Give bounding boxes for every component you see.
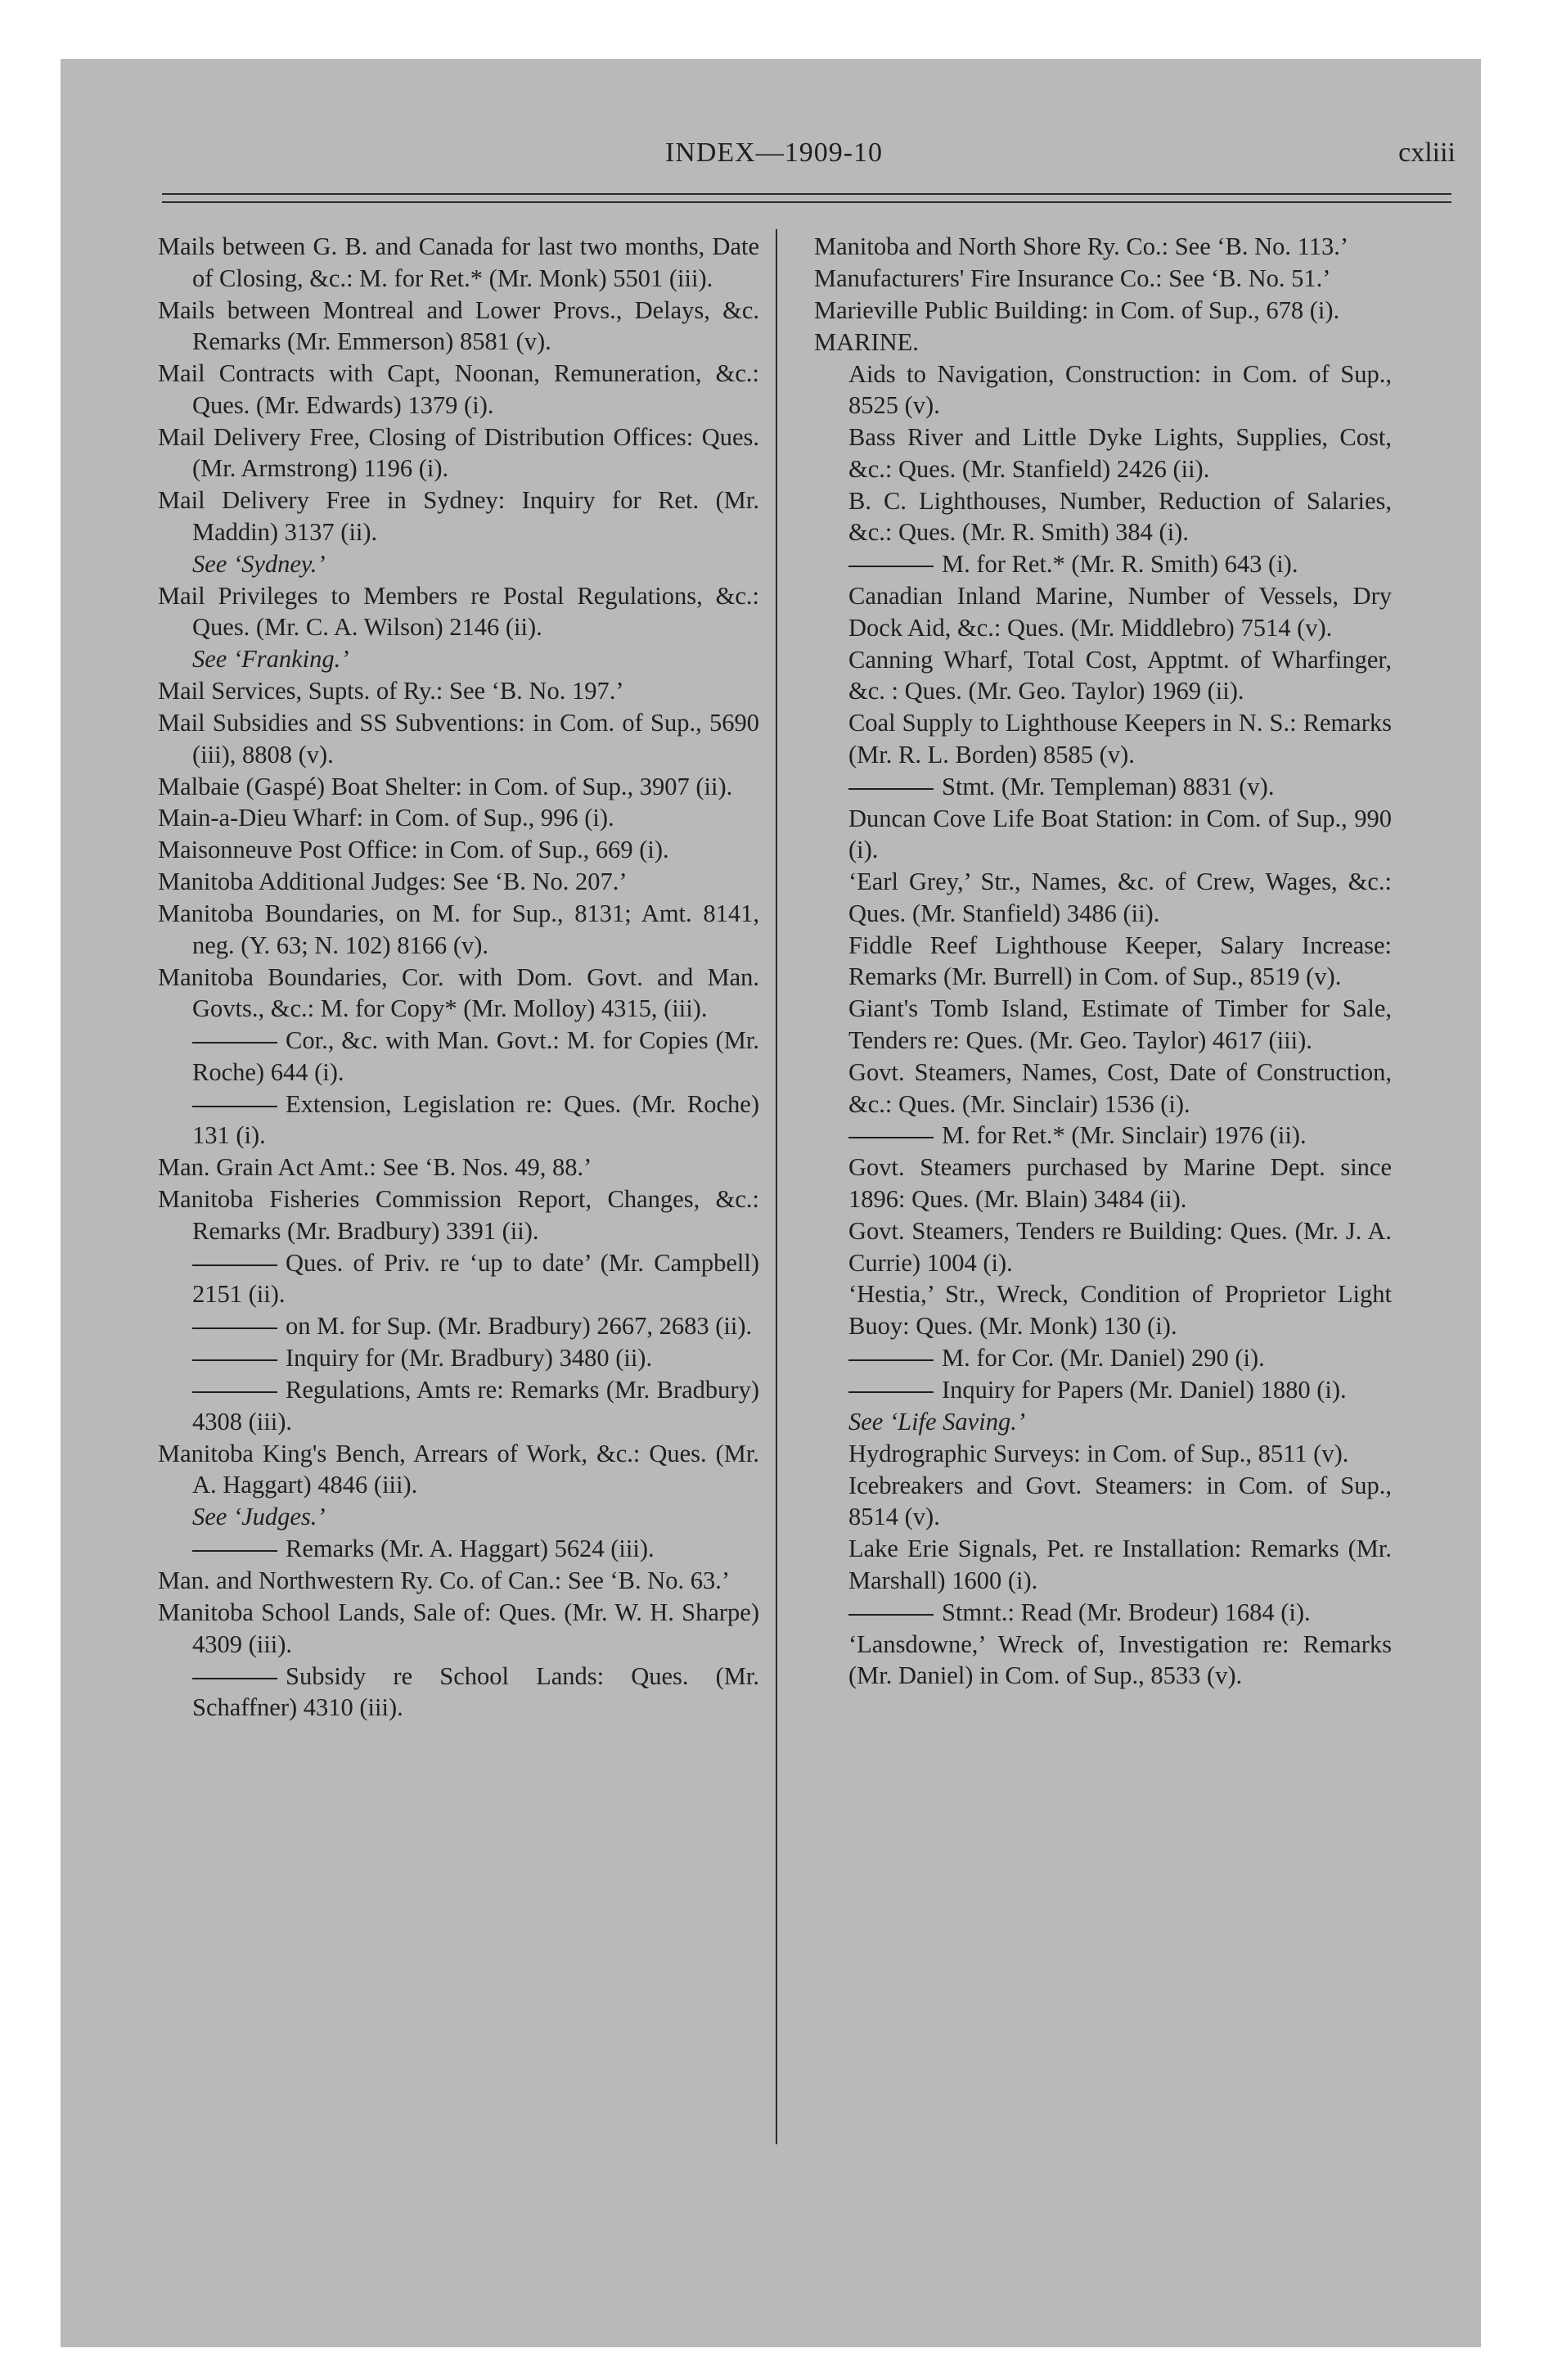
- index-entry: [814, 1057, 1392, 1120]
- index-entry: [158, 1533, 759, 1565]
- ditto-dash: [848, 1391, 934, 1393]
- ditto-dash: [192, 1550, 277, 1552]
- index-entry: [814, 231, 1392, 263]
- index-entry-text: Govt. Steamers, Tenders re Building: Ques. (Mr. J. A. Currie) 1004 (i).: [848, 1216, 1392, 1277]
- index-entry-text: Ques. of Priv. re ‘up to date’ (Mr. Campbell) 2151 (ii).: [192, 1248, 759, 1309]
- index-entry-text: Fiddle Reef Lighthouse Keeper, Salary Increase: Remarks (Mr. Burrell) in Com. of Sup., 8519 (v).: [848, 931, 1392, 991]
- index-entry-text: Hydrographic Surveys: in Com. of Sup., 8511 (v).: [848, 1439, 1349, 1467]
- index-entry-text: ‘Earl Grey,’ Str., Names, &c. of Crew, Wages, &c.: Ques. (Mr. Stanfield) 3486 (ii).: [848, 868, 1392, 927]
- index-entry-text: Man. Grain Act Amt.: See ‘B. Nos. 49, 88.’: [158, 1153, 592, 1182]
- index-entry: [814, 421, 1392, 485]
- index-entry: [814, 644, 1392, 707]
- index-entry-text: Govt. Steamers, Names, Cost, Date of Construction, &c.: Ques. (Mr. Sinclair) 1536 (i).: [848, 1057, 1392, 1118]
- index-entry-text: Mails between Montreal and Lower Provs., Delays, &c. Remarks (Mr. Emmerson) 8581 (v).: [158, 295, 759, 356]
- index-entry-text: Govt. Steamers purchased by Marine Dept. since 1896: Ques. (Mr. Blain) 3484 (ii).: [848, 1153, 1392, 1213]
- index-entry: [158, 358, 759, 421]
- header-rule-bottom: [162, 201, 1451, 203]
- header-rule-top: [162, 193, 1451, 195]
- index-entry: [158, 962, 759, 1025]
- index-entry-text: MARINE.: [814, 327, 919, 356]
- index-entry-text: Stmt. (Mr. Templeman) 8831 (v).: [942, 772, 1275, 800]
- index-entry-text: Subsidy re School Lands: Ques. (Mr. Schaffner) 4310 (iii).: [192, 1661, 759, 1722]
- ditto-dash: [192, 1391, 277, 1393]
- index-entry-text: Icebreakers and Govt. Steamers: in Com. of Sup., 8514 (v).: [848, 1471, 1392, 1531]
- index-entry-text: Manitoba Fisheries Commission Report, Changes, &c.: Remarks (Mr. Bradbury) 3391 (ii).: [158, 1185, 759, 1245]
- index-entry: [814, 263, 1392, 295]
- index-entry: [158, 1310, 759, 1342]
- ditto-dash: [848, 788, 934, 790]
- ditto-dash: [848, 566, 934, 567]
- ditto-dash: [192, 1042, 277, 1044]
- index-entry-text: Manitoba Boundaries, Cor. with Dom. Govt. and Man. Govts., &c.: M. for Copy* (Mr. Molloy) 4315, (iii).: [158, 962, 759, 1023]
- index-entry-text: Duncan Cove Life Boat Station: in Com. of Sup., 990 (i).: [848, 804, 1392, 864]
- index-entry-text: M. for Ret.* (Mr. Sinclair) 1976 (ii).: [942, 1121, 1307, 1150]
- index-entry: [814, 1470, 1392, 1533]
- index-entry: [158, 421, 759, 485]
- index-entry-text: Mail Subsidies and SS Subventions: in Com. of Sup., 5690 (iii), 8808 (v).: [158, 709, 759, 769]
- index-entry-text: Inquiry for Papers (Mr. Daniel) 1880 (i).: [942, 1375, 1347, 1404]
- index-entry-text: See ‘Franking.’: [192, 645, 349, 674]
- index-entry: [814, 1215, 1392, 1278]
- index-entry-text: Mail Services, Supts. of Ry.: See ‘B. No. 197.’: [158, 677, 624, 705]
- index-entry-text: Main-a-Dieu Wharf: in Com. of Sup., 996 (i).: [158, 804, 614, 832]
- index-entry-text: Malbaie (Gaspé) Boat Shelter: in Com. of Sup., 3907 (ii).: [158, 772, 733, 800]
- index-entry-text: See ‘Life Saving.’: [848, 1407, 1025, 1436]
- index-entry-text: Mails between G. B. and Canada for last two months, Date of Closing, &c.: M. for Ret.* (Mr. Monk) 5501 (iii).: [158, 232, 759, 292]
- index-entry: [158, 834, 759, 866]
- index-entry-text: See ‘Judges.’: [192, 1503, 326, 1531]
- index-entry: [158, 802, 759, 834]
- index-entry: [814, 1533, 1392, 1596]
- index-entry-text: Manitoba School Lands, Sale of: Ques. (Mr. W. H. Sharpe) 4309 (iii).: [158, 1598, 759, 1658]
- index-entry-text: on M. for Sup. (Mr. Bradbury) 2667, 2683 (ii).: [286, 1312, 753, 1341]
- index-entry-text: Mail Delivery Free in Sydney: Inquiry for Ret. (Mr. Maddin) 3137 (ii).: [158, 486, 759, 546]
- page-number: cxliii: [1398, 137, 1456, 168]
- index-entry: [814, 1120, 1392, 1152]
- index-entry: [814, 358, 1392, 421]
- index-entry: [158, 1597, 759, 1660]
- index-entry-text: Bass River and Little Dyke Lights, Supplies, Cost, &c.: Ques. (Mr. Stanfield) 2426 (ii).: [848, 423, 1392, 483]
- ditto-dash: [192, 1678, 277, 1679]
- index-entry-text: Stmnt.: Read (Mr. Brodeur) 1684 (i).: [942, 1598, 1311, 1626]
- index-entry: [158, 675, 759, 707]
- index-entry: [814, 548, 1392, 580]
- index-entry: [814, 295, 1392, 327]
- index-entry: [814, 327, 1392, 358]
- index-entry: [814, 1278, 1392, 1341]
- index-entry: [158, 1089, 759, 1152]
- index-entry-text: Man. and Northwestern Ry. Co. of Can.: See ‘B. No. 63.’: [158, 1566, 731, 1595]
- index-entry-text: ‘Lansdowne,’ Wreck of, Investigation re: Remarks (Mr. Daniel) in Com. of Sup., 8533 (v).: [848, 1629, 1392, 1690]
- index-entry: [158, 231, 759, 294]
- index-entry: [158, 1025, 759, 1088]
- index-entry-text: Marieville Public Building: in Com. of Sup., 678 (i).: [814, 295, 1340, 324]
- index-entry-text: B. C. Lighthouses, Number, Reduction of Salaries, &c.: Ques. (Mr. R. Smith) 384 (i).: [848, 486, 1392, 547]
- index-entry: [158, 1183, 759, 1246]
- index-entry: [158, 1152, 759, 1183]
- index-entry-text: Mail Privileges to Members re Postal Regulations, &c.: Ques. (Mr. C. A. Wilson) 2146 (ii).: [158, 581, 759, 642]
- index-entry: [814, 485, 1392, 548]
- index-entry: [814, 580, 1392, 643]
- index-entry-text: Maisonneuve Post Office: in Com. of Sup., 669 (i).: [158, 836, 669, 864]
- index-entry: [814, 707, 1392, 770]
- index-entry: [814, 1374, 1392, 1406]
- index-entry: [158, 1565, 759, 1597]
- index-entry: [158, 1438, 759, 1501]
- index-entry-text: Canning Wharf, Total Cost, Apptmt. of Wharfinger, &c. : Ques. (Mr. Geo. Taylor) 1969 (ii).: [848, 645, 1392, 705]
- index-entry: [158, 1374, 759, 1437]
- index-entry: [158, 643, 759, 675]
- ditto-dash: [192, 1106, 277, 1107]
- ditto-dash: [848, 1359, 934, 1361]
- index-entry-text: Remarks (Mr. A. Haggart) 5624 (iii).: [286, 1535, 655, 1563]
- index-entry: [158, 485, 759, 548]
- ditto-dash: [192, 1359, 277, 1361]
- index-entry: [158, 580, 759, 643]
- page-header-title: INDEX—1909-10: [664, 137, 884, 168]
- index-entry: [814, 866, 1392, 929]
- index-entry: [814, 771, 1392, 803]
- index-column-right: [814, 231, 1392, 1692]
- index-entry: [814, 803, 1392, 866]
- index-entry-text: Manitoba Boundaries, on M. for Sup., 8131; Amt. 8141, neg. (Y. 63; N. 102) 8166 (v).: [158, 899, 759, 959]
- index-entry-text: Giant's Tomb Island, Estimate of Timber for Sale, Tenders re: Ques. (Mr. Geo. Taylor) 4617 (iii).: [848, 994, 1392, 1054]
- index-entry-text: Extension, Legislation re: Ques. (Mr. Roche) 131 (i).: [192, 1089, 759, 1150]
- index-entry-text: Manufacturers' Fire Insurance Co.: See ‘B. No. 51.’: [814, 264, 1331, 292]
- index-entry: [158, 898, 759, 961]
- index-entry: [814, 1152, 1392, 1215]
- index-entry-text: Mail Delivery Free, Closing of Distribution Offices: Ques. (Mr. Armstrong) 1196 (i).: [158, 422, 759, 483]
- index-entry: [814, 1342, 1392, 1374]
- index-entry: [158, 1661, 759, 1724]
- index-entry: [158, 1342, 759, 1374]
- index-entry: [814, 1438, 1392, 1470]
- index-entry: [814, 1597, 1392, 1629]
- index-entry: [814, 1629, 1392, 1692]
- ditto-dash: [192, 1264, 277, 1266]
- index-entry-text: Canadian Inland Marine, Number of Vessels, Dry Dock Aid, &c.: Ques. (Mr. Middlebro) 7514 (v).: [848, 582, 1392, 642]
- index-entry: [158, 295, 759, 358]
- ditto-dash: [848, 1137, 934, 1138]
- index-entry: [158, 866, 759, 898]
- index-entry-text: M. for Cor. (Mr. Daniel) 290 (i).: [942, 1344, 1265, 1372]
- index-entry-text: Mail Contracts with Capt, Noonan, Remuneration, &c.: Ques. (Mr. Edwards) 1379 (i).: [158, 359, 759, 419]
- column-divider: [776, 229, 777, 2144]
- index-entry: [158, 1247, 759, 1310]
- index-entry: [814, 1406, 1392, 1438]
- index-entry: [158, 707, 759, 770]
- index-entry: [158, 1501, 759, 1533]
- index-entry-text: Coal Supply to Lighthouse Keepers in N. S.: Remarks (Mr. R. L. Borden) 8585 (v).: [848, 709, 1392, 769]
- index-entry-text: Cor., &c. with Man. Govt.: M. for Copies (Mr. Roche) 644 (i).: [192, 1026, 759, 1086]
- index-entry-text: M. for Ret.* (Mr. R. Smith) 643 (i).: [942, 550, 1298, 579]
- index-entry-text: See ‘Sydney.’: [192, 549, 326, 578]
- index-entry-text: Inquiry for (Mr. Bradbury) 3480 (ii).: [286, 1344, 653, 1373]
- index-entry-text: Manitoba and North Shore Ry. Co.: See ‘B. No. 113.’: [814, 232, 1349, 260]
- index-column-left: [158, 231, 759, 1724]
- index-entry-text: Aids to Navigation, Construction: in Com. of Sup., 8525 (v).: [848, 359, 1392, 420]
- index-entry: [158, 771, 759, 803]
- index-entry-text: Regulations, Amts re: Remarks (Mr. Bradbury) 4308 (iii).: [192, 1376, 759, 1436]
- index-entry: [158, 548, 759, 580]
- index-entry: [814, 993, 1392, 1056]
- index-entry-text: Manitoba Additional Judges: See ‘B. No. 207.’: [158, 868, 628, 896]
- ditto-dash: [192, 1327, 277, 1329]
- ditto-dash: [848, 1614, 934, 1616]
- index-entry-text: Lake Erie Signals, Pet. re Installation: Remarks (Mr. Marshall) 1600 (i).: [848, 1535, 1392, 1594]
- index-entry-text: ‘Hestia,’ Str., Wreck, Condition of Proprietor Light Buoy: Ques. (Mr. Monk) 130 (i).: [848, 1280, 1392, 1341]
- index-entry: [814, 930, 1392, 993]
- index-entry-text: Manitoba King's Bench, Arrears of Work, &c.: Ques. (Mr. A. Haggart) 4846 (iii).: [158, 1439, 759, 1499]
